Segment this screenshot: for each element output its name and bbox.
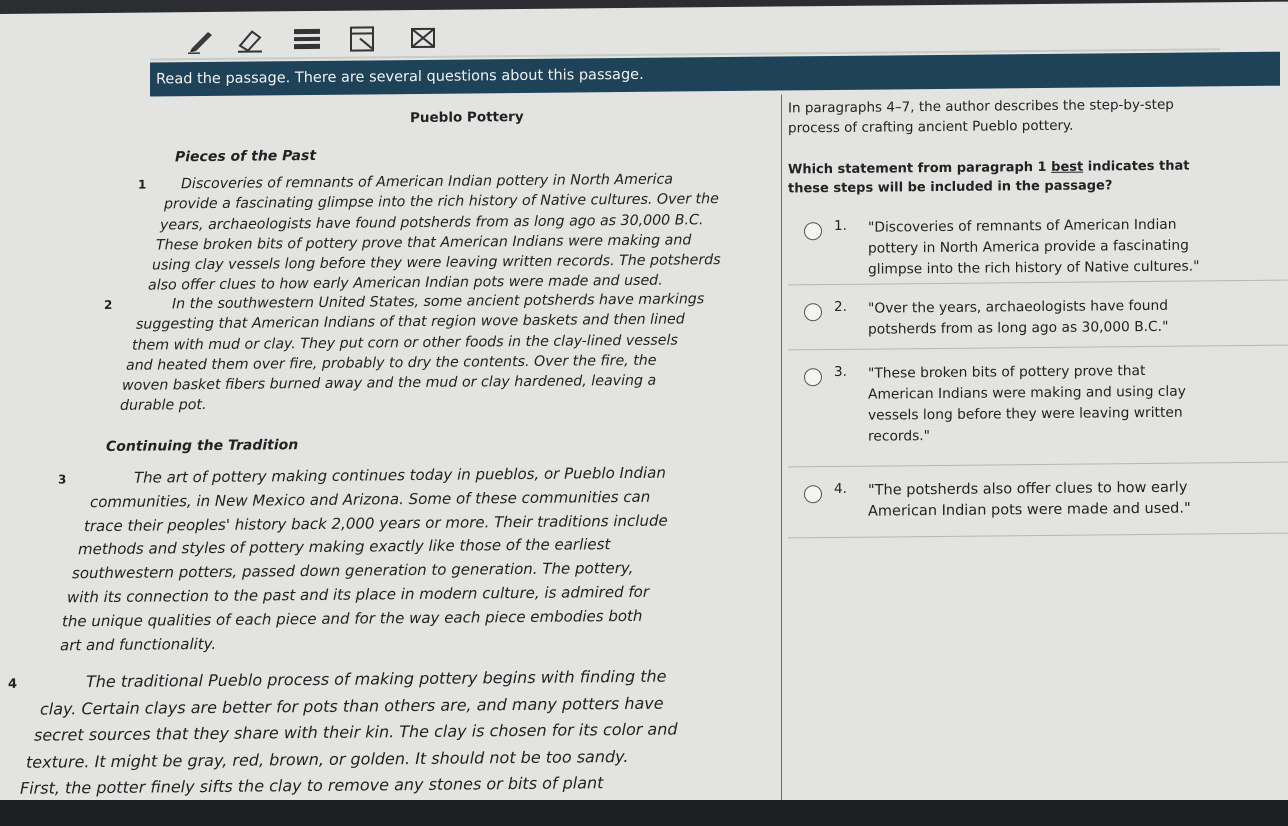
pane-divider [781,94,782,806]
paragraph: The traditional Pueblo process of making pottery begins with finding the clay. Certain clays are better for pots than others are, and many potters have secret sources that they share with their kin. The clay is chosen for its color and texture. It might be gray, red, brown, or golden. It should not be too sandy. First, the potter finely sifts the clay to remove any stones or bits of plant [20,666,678,798]
paragraph-number: 1 [138,177,147,192]
answer-option-2[interactable]: 2. "Over the years, archaeologists have found potsherds from as long ago as 30,000 B.C." [788,281,1288,351]
passage-title: Pueblo Pottery [410,108,524,127]
section-heading: Continuing the Tradition [106,437,299,455]
eraser-icon[interactable] [232,25,266,53]
passage-pane [8,95,776,814]
question-intro: In paragraphs 4–7, the author describes the step-by-step process of crafting ancient Pueblo pottery. [788,96,1174,137]
instructions-banner: Read the passage. There are several questions about this passage. [150,52,1280,97]
test-screen [0,2,1288,814]
paragraph-number: 3 [58,472,67,487]
radio-button[interactable] [804,303,822,321]
section-heading: Pieces of the Past [175,147,317,166]
radio-button[interactable] [804,485,822,503]
line-reader-icon[interactable] [290,25,324,53]
toolbar [150,8,1220,60]
answer-option-4[interactable]: 4. "The potsherds also offer clues to how early American Indian pots were made and used." [788,463,1288,539]
question-pane [788,94,1288,520]
paragraph: In the southwestern United States, some ancient potsherds have markings suggesting that American Indians of that region wove baskets and then lined them with mud or clay. They put corn or other foods in the clay-lined vessels and heated them over fire, probably to dry the contents. Over the fire, the woven basket fibers burned away and the mud or clay hardened, leaving a durable pot. [120,291,705,415]
notepad-icon[interactable] [346,24,380,52]
answer-option-3[interactable]: 3. "These broken bits of pottery prove that American Indians were making and using clay vessels long before they were leaving written records." [788,346,1288,468]
answer-option-1[interactable]: 1. "Discoveries of remnants of American Indian pottery in North America provide a fascinating glimpse into the rich history of Native cultures." [788,200,1288,286]
radio-button[interactable] [804,222,822,240]
paragraph-number: 4 [8,676,18,692]
screen-bezel [0,800,1288,826]
answer-options [788,200,1288,539]
answer-eliminator-icon[interactable] [406,24,440,52]
paragraph: Discoveries of remnants of American Indian pottery in North America provide a fascinating glimpse into the rich history of Native cultures. Over the years, archaeologists have found potsherds from as long ago as 30,000 B.C. These broken bits of pottery prove that American Indians were making and using clay vessels long before they were leaving written records. The potsherds also offer clues to how early American Indian pots were made and used. [148,171,721,295]
pencil-icon[interactable] [186,26,220,54]
paragraph-number: 2 [104,297,113,313]
question-stem: Which statement from paragraph 1 best indicates that these steps will be included in the passage? [788,158,1190,197]
paragraph: The art of pottery making continues today in pueblos, or Pueblo Indian communities, in New Mexico and Arizona. Some of these communities can trace their peoples' history back 2,000 years or more. Their traditions include methods and styles of pottery making exactly like those of the earliest southwestern potters, passed down generation to generation. The pottery, with its connection to the past and its place in modern culture, is admired for the unique qualities of each piece and for the way each piece embodies both art and functionality. [60,463,668,655]
radio-button[interactable] [804,368,822,386]
